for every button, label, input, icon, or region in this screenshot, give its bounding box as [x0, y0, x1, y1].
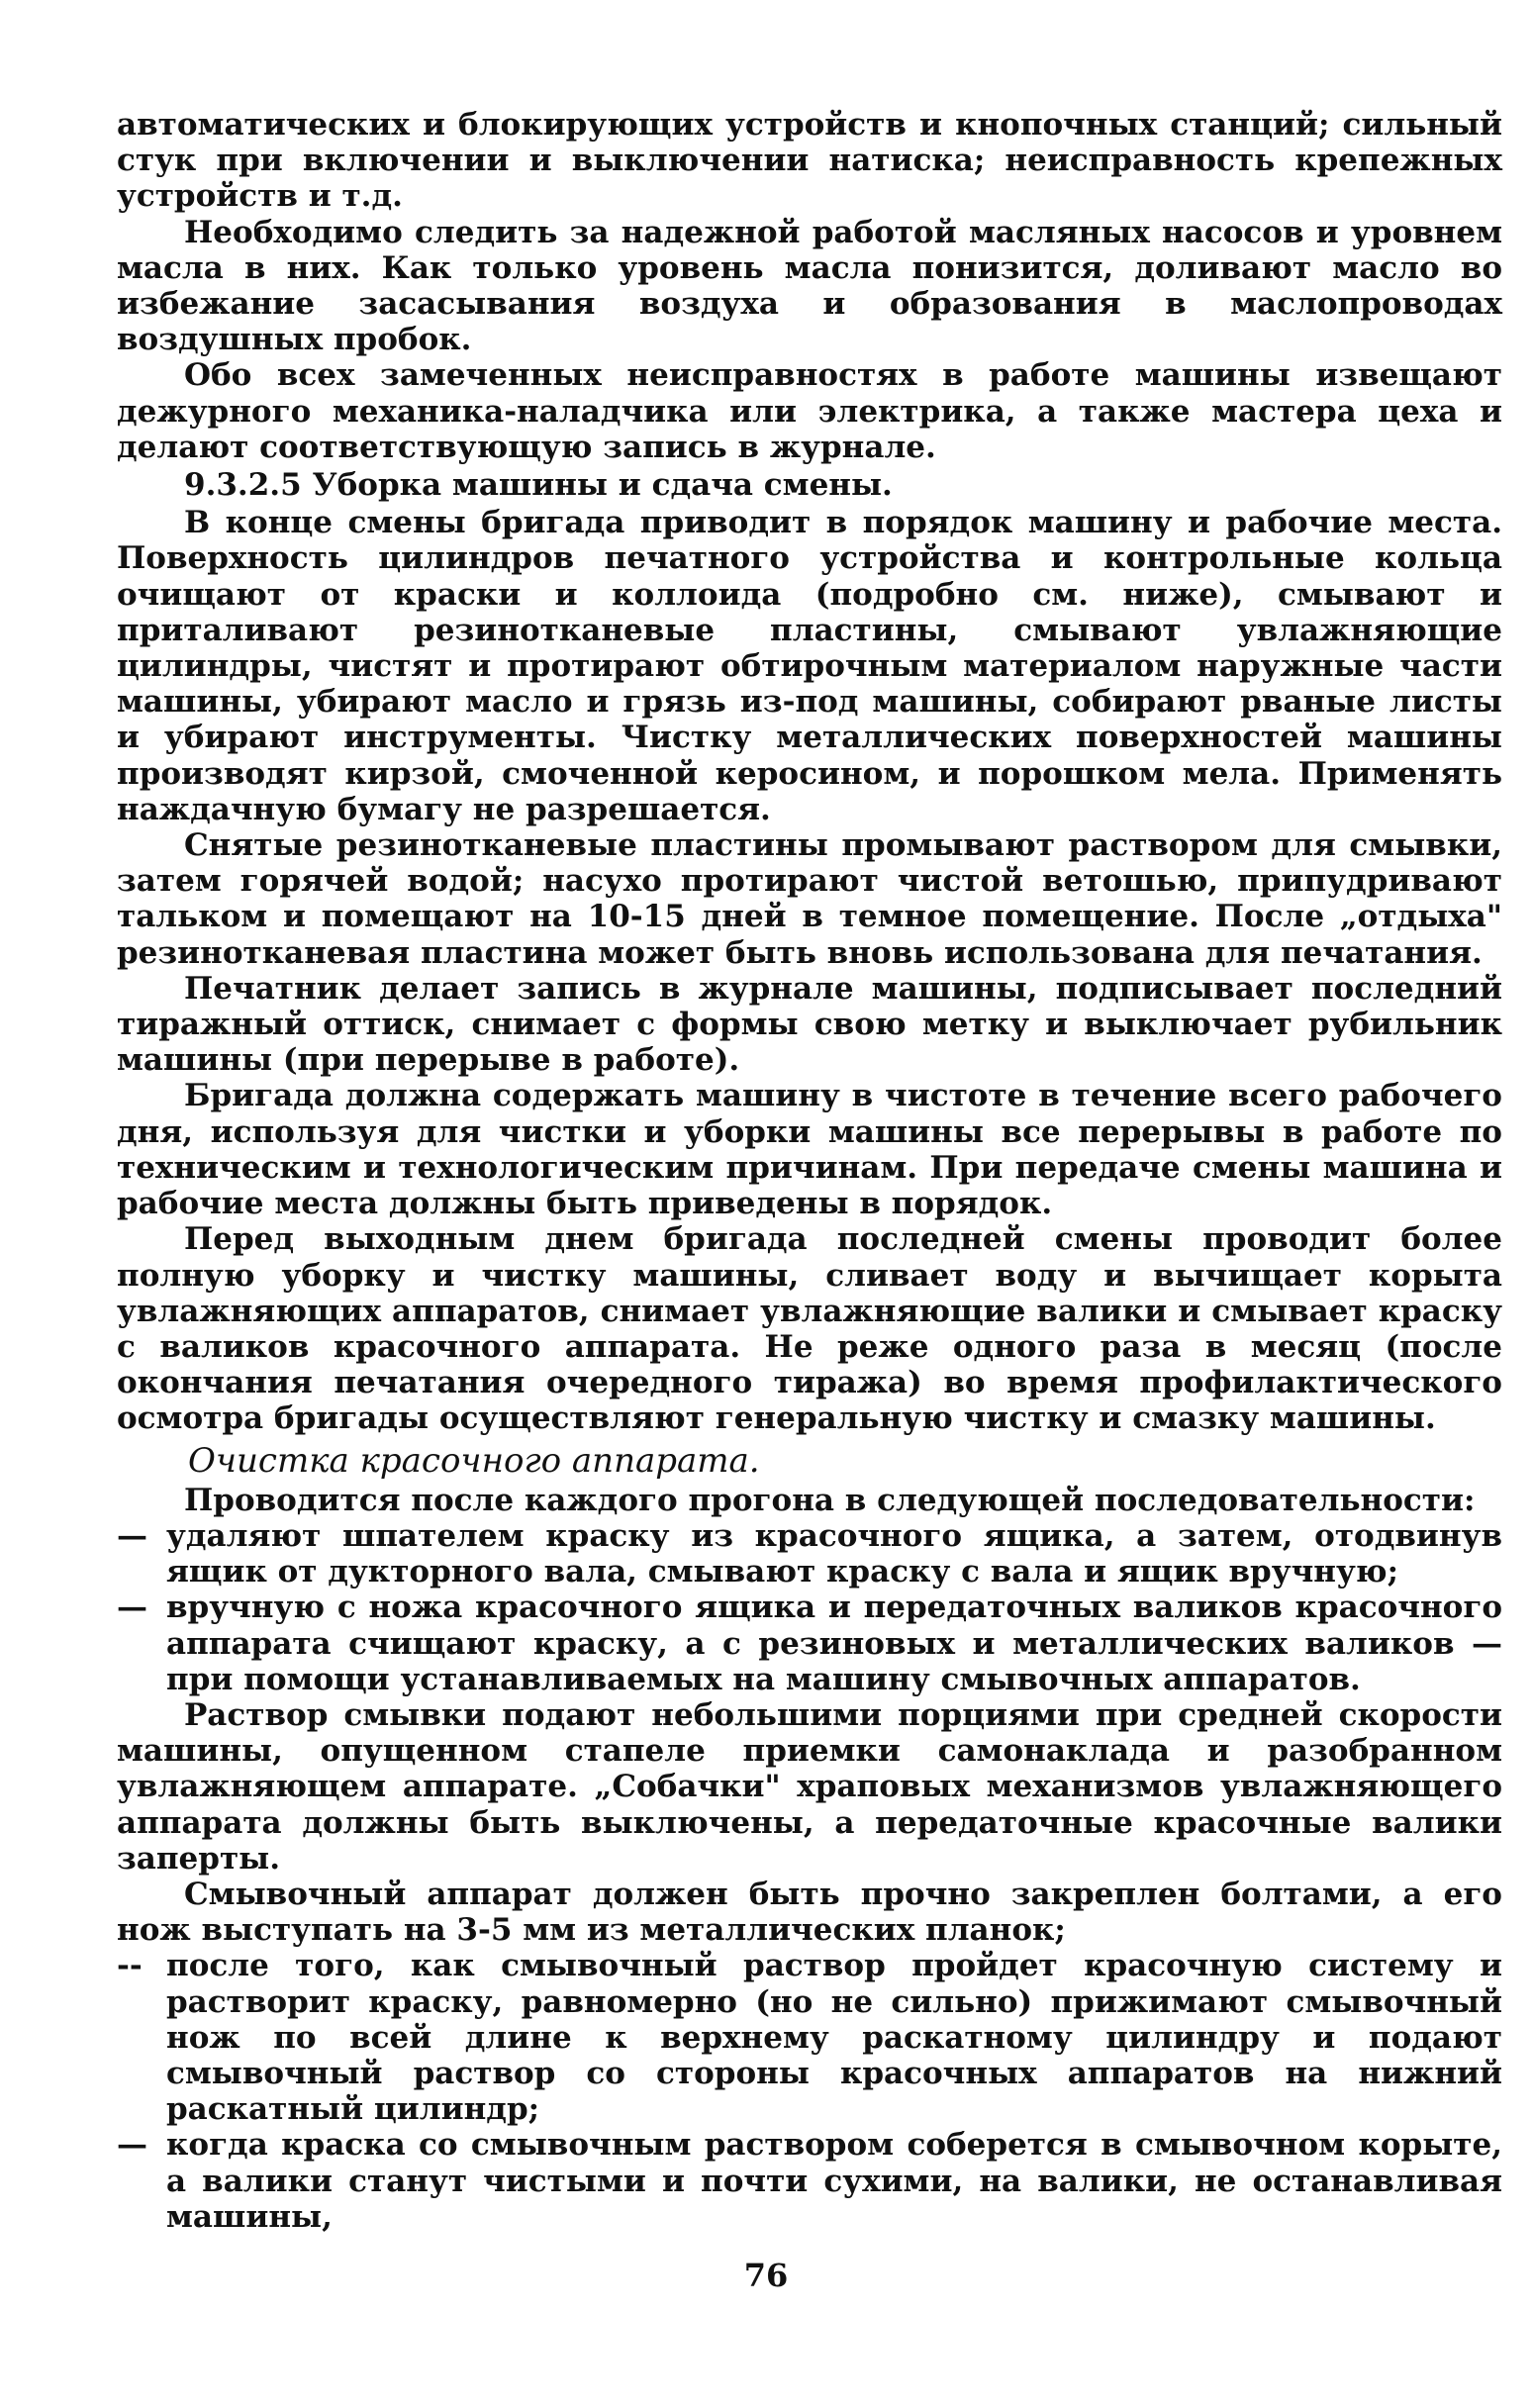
- italic-heading: Очистка красочного аппарата.: [188, 1440, 760, 1481]
- paragraph: автоматических и блокирующих устройств и кнопочных станций; сильный стук при включении и выключении натиска; неисправность крепежных устройств и т.д.: [117, 107, 1502, 215]
- paragraphs-top: [117, 107, 1502, 465]
- paragraph: В конце смены бригада приводит в порядок машину и рабочие места. Поверхность цилиндров печатного устройства и контрольные кольца очищают от краски и коллоида (подробно см. ниже), смывают и приталивают резинотканевые пластины, смывают увлажняющие цилиндры, чистят и протирают обтирочным материалом наружные части машины, убирают масло и грязь из-под машины, собирают рваные листы и убирают инструменты. Чистку металлических поверхностей машины производят кирзой, смоченной керосином, и порошком мела. Применять наждачную бумагу не разрешается.: [117, 505, 1502, 827]
- dash-marker: —: [117, 1589, 147, 1626]
- paragraph: Обо всех замеченных неисправностях в работе машины извещают дежурного механика-наладчика или электрика, а также мастера цеха и делают соответствующую запись в журнале.: [117, 357, 1502, 465]
- list-item-text: удаляют шпателем краску из красочного ящика, а затем, отодвинув ящик от дукторного вала, смывают краску с вала и ящик вручную;: [166, 1517, 1502, 1590]
- paragraphs-bottom: [117, 1697, 1502, 1948]
- paragraph: Печатник делает запись в журнале машины, подписывает последний тиражный оттиск, снимает с формы свою метку и выключает рубильник машины (при перерыве в работе).: [117, 970, 1502, 1079]
- list-item-text: когда краска со смывочным раствором соберется в смывочном корыте, а валики станут чистыми и почти сухими, на валики, не останавливая машины,: [166, 2127, 1502, 2235]
- paragraph: Необходимо следить за надежной работой масляных насосов и уровнем масла в них. Как только уровень масла понизится, доливают масло во избежание засасывания воздуха и образования в маслопроводах воздушных пробок.: [117, 214, 1502, 358]
- paragraph: Перед выходным днем бригада последней смены проводит более полную уборку и чистку машины, сливает воду и вычищает корыта увлажняющих аппаратов, снимает увлажняющие валики и смывает краску с валиков красочного аппарата. Не реже одного раза в месяц (после окончания печатания очередного тиража) во время профилактического осмотра бригады осуществляют генеральную чистку и смазку машины.: [117, 1221, 1502, 1437]
- page-number: 76: [743, 2257, 789, 2294]
- dash-list-1: [117, 1518, 1502, 1697]
- intro-line: Проводится после каждого прогона в следующей последовательности:: [184, 1482, 1476, 1518]
- list-item: [117, 1948, 1502, 2127]
- paragraph: Бригада должна содержать машину в чистоте в течение всего рабочего дня, используя для чистки и уборки машины все перерывы в работе по техническим и технологическим причинам. При передаче смены машина и рабочие места должны быть приведены в порядок.: [117, 1078, 1502, 1222]
- dash-list-2: [117, 1948, 1502, 2235]
- dash-marker: —: [117, 2127, 147, 2164]
- paragraphs-mid: [117, 505, 1502, 1436]
- dash-marker: --: [117, 1948, 143, 1984]
- paragraph: Раствор смывки подают небольшими порциями при средней скорости машины, опущенном стапеле приемки самонаклада и разобранном увлажняющем аппарате. „Собачки" храповых механизмов увлажняющего аппарата должны быть выключены, а передаточные красочные валики заперты.: [117, 1696, 1502, 1877]
- paragraph: Смывочный аппарат должен быть прочно закреплен болтами, а его нож выступать на 3-5 мм из металлических планок;: [117, 1876, 1502, 1949]
- dash-marker: —: [117, 1517, 147, 1554]
- list-item-text: после того, как смывочный раствор пройдет красочную систему и растворит краску, равномерно (но не сильно) прижимают смывочный нож по всей длине к верхнему раскатному цилиндру и подают смывочный раствор со стороны красочных аппаратов на нижний раскатный цилиндр;: [166, 1948, 1502, 2128]
- list-item: [117, 2127, 1502, 2235]
- section-title: 9.3.2.5 Уборка машины и сдача смены.: [184, 467, 893, 504]
- list-item: [117, 1518, 1502, 1589]
- list-item-text: вручную с ножа красочного ящика и передаточных валиков красочного аппарата счищают краску, а с резиновых и металлических валиков —при помощи устанавливаемых на машину смывочных аппаратов.: [166, 1589, 1502, 1697]
- paragraph: Снятые резинотканевые пластины промывают раствором для смывки, затем горячей водой; насухо протирают чистой ветошью, припудривают тальком и помещают на 10-15 дней в темное помещение. После „отдыха" резинотканевая пластина может быть вновь использована для печатания.: [117, 827, 1502, 971]
- list-item: [117, 1589, 1502, 1697]
- document-page: [117, 107, 1502, 2235]
